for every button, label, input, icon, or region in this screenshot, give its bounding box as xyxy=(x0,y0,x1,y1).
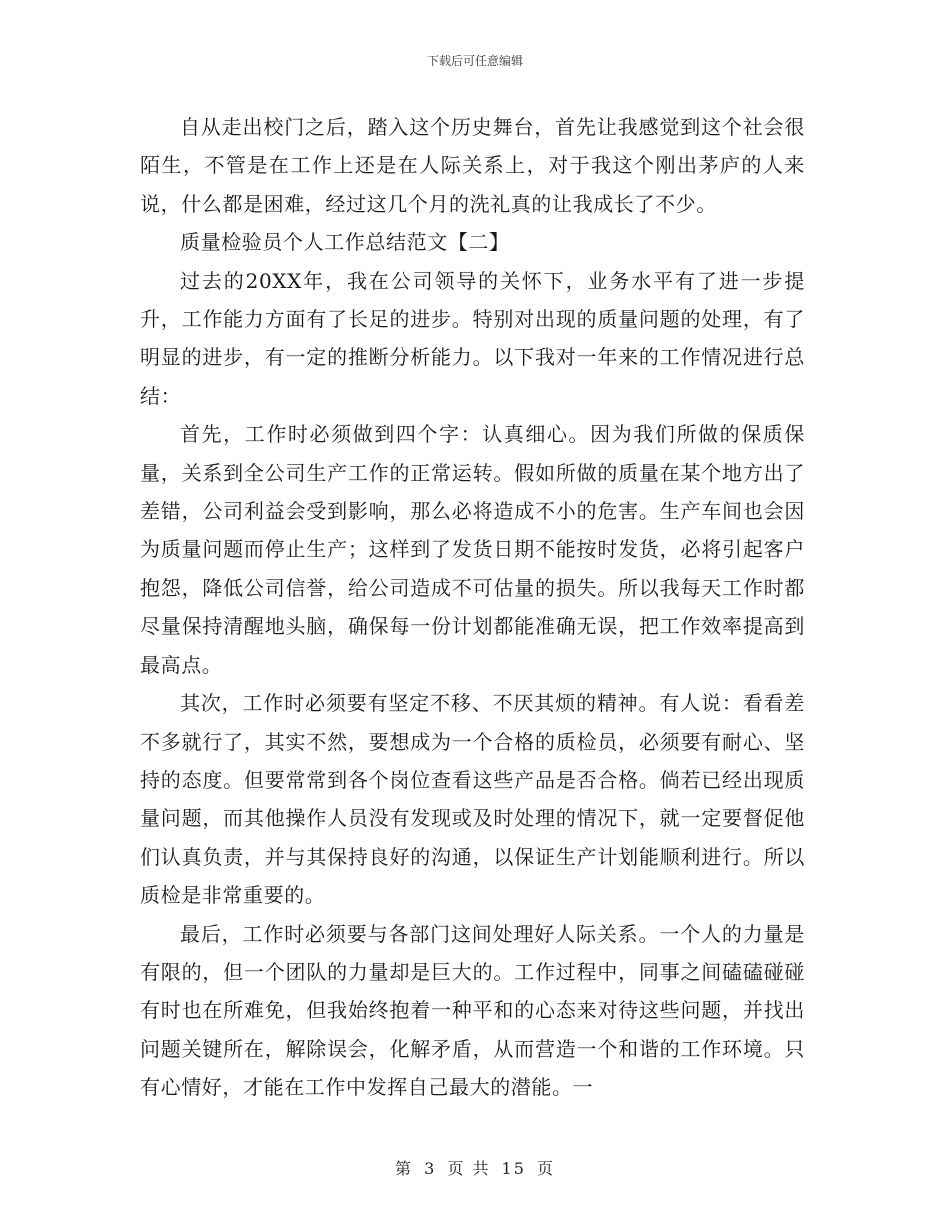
footer-prefix: 第 xyxy=(394,1159,413,1178)
page-footer xyxy=(0,1156,950,1179)
paragraph-intro: 自从走出校门之后，踏入这个历史舞台，首先让我感觉到这个社会很陌生，不管是在工作上还是在人际关系上，对于我这个刚出茅庐的人来说，什么都是困难，经过这几个月的洗礼真的让我成长了不少。 xyxy=(140,115,805,216)
section-heading: 质量检验员个人工作总结范文【二】 xyxy=(180,230,510,255)
paragraph-overview: 过去的20XX年，我在公司领导的关怀下，业务水平有了进一步提升，工作能力方面有了长足的进步。特别对出现的质量问题的处理，有了明显的进步，有一定的推断分析能力。以下我对一年来的工作情况进行总结： xyxy=(140,268,805,408)
paragraph-first-point: 首先，工作时必须做到四个字：认真细心。因为我们所做的保质保量，关系到全公司生产工作的正常运转。假如所做的质量在某个地方出了差错，公司利益会受到影响，那么必将造成不小的危害。生产车间也会因为质量问题而停止生产；这样到了发货日期不能按时发货，必将引起客户抱怨，降低公司信誉，给公司造成不可估量的损失。所以我每天工作时都尽量保持清醒地头脑，确保每一份计划都能准确无误，把工作效率提高到最高点。 xyxy=(140,422,805,677)
header-note: 下载后可任意编辑 xyxy=(426,54,523,68)
footer-middle: 页 共 xyxy=(447,1159,491,1178)
footer-suffix: 页 xyxy=(537,1159,556,1178)
paragraph-second-point: 其次，工作时必须要有坚定不移、不厌其烦的精神。有人说：看看差不多就行了，其实不然，要想成为一个合格的质检员，必须要有耐心、坚持的态度。但要常常到各个岗位查看这些产品是否合格。倘若已经出现质量问题，而其他操作人员没有发现或及时处理的情况下，就一定要督促他们认真负责，并与其保持良好的沟通，以保证生产计划能顺利进行。所以质检是非常重要的。 xyxy=(140,691,805,908)
total-page-number: 15 xyxy=(501,1159,526,1178)
paragraph-third-point: 最后，工作时必须要与各部门这间处理好人际关系。一个人的力量是有限的，但一个团队的力量却是巨大的。工作过程中，同事之间磕磕碰碰有时也在所难免，但我始终抱着一种平和的心态来对待这些问题，并找出问题关键所在，解除误会，化解矛盾，从而营造一个和谐的工作环境。只有心情好，才能在工作中发挥自己最大的潜能。一 xyxy=(140,921,805,1100)
current-page-number: 3 xyxy=(424,1159,437,1178)
document-body xyxy=(140,108,805,1107)
